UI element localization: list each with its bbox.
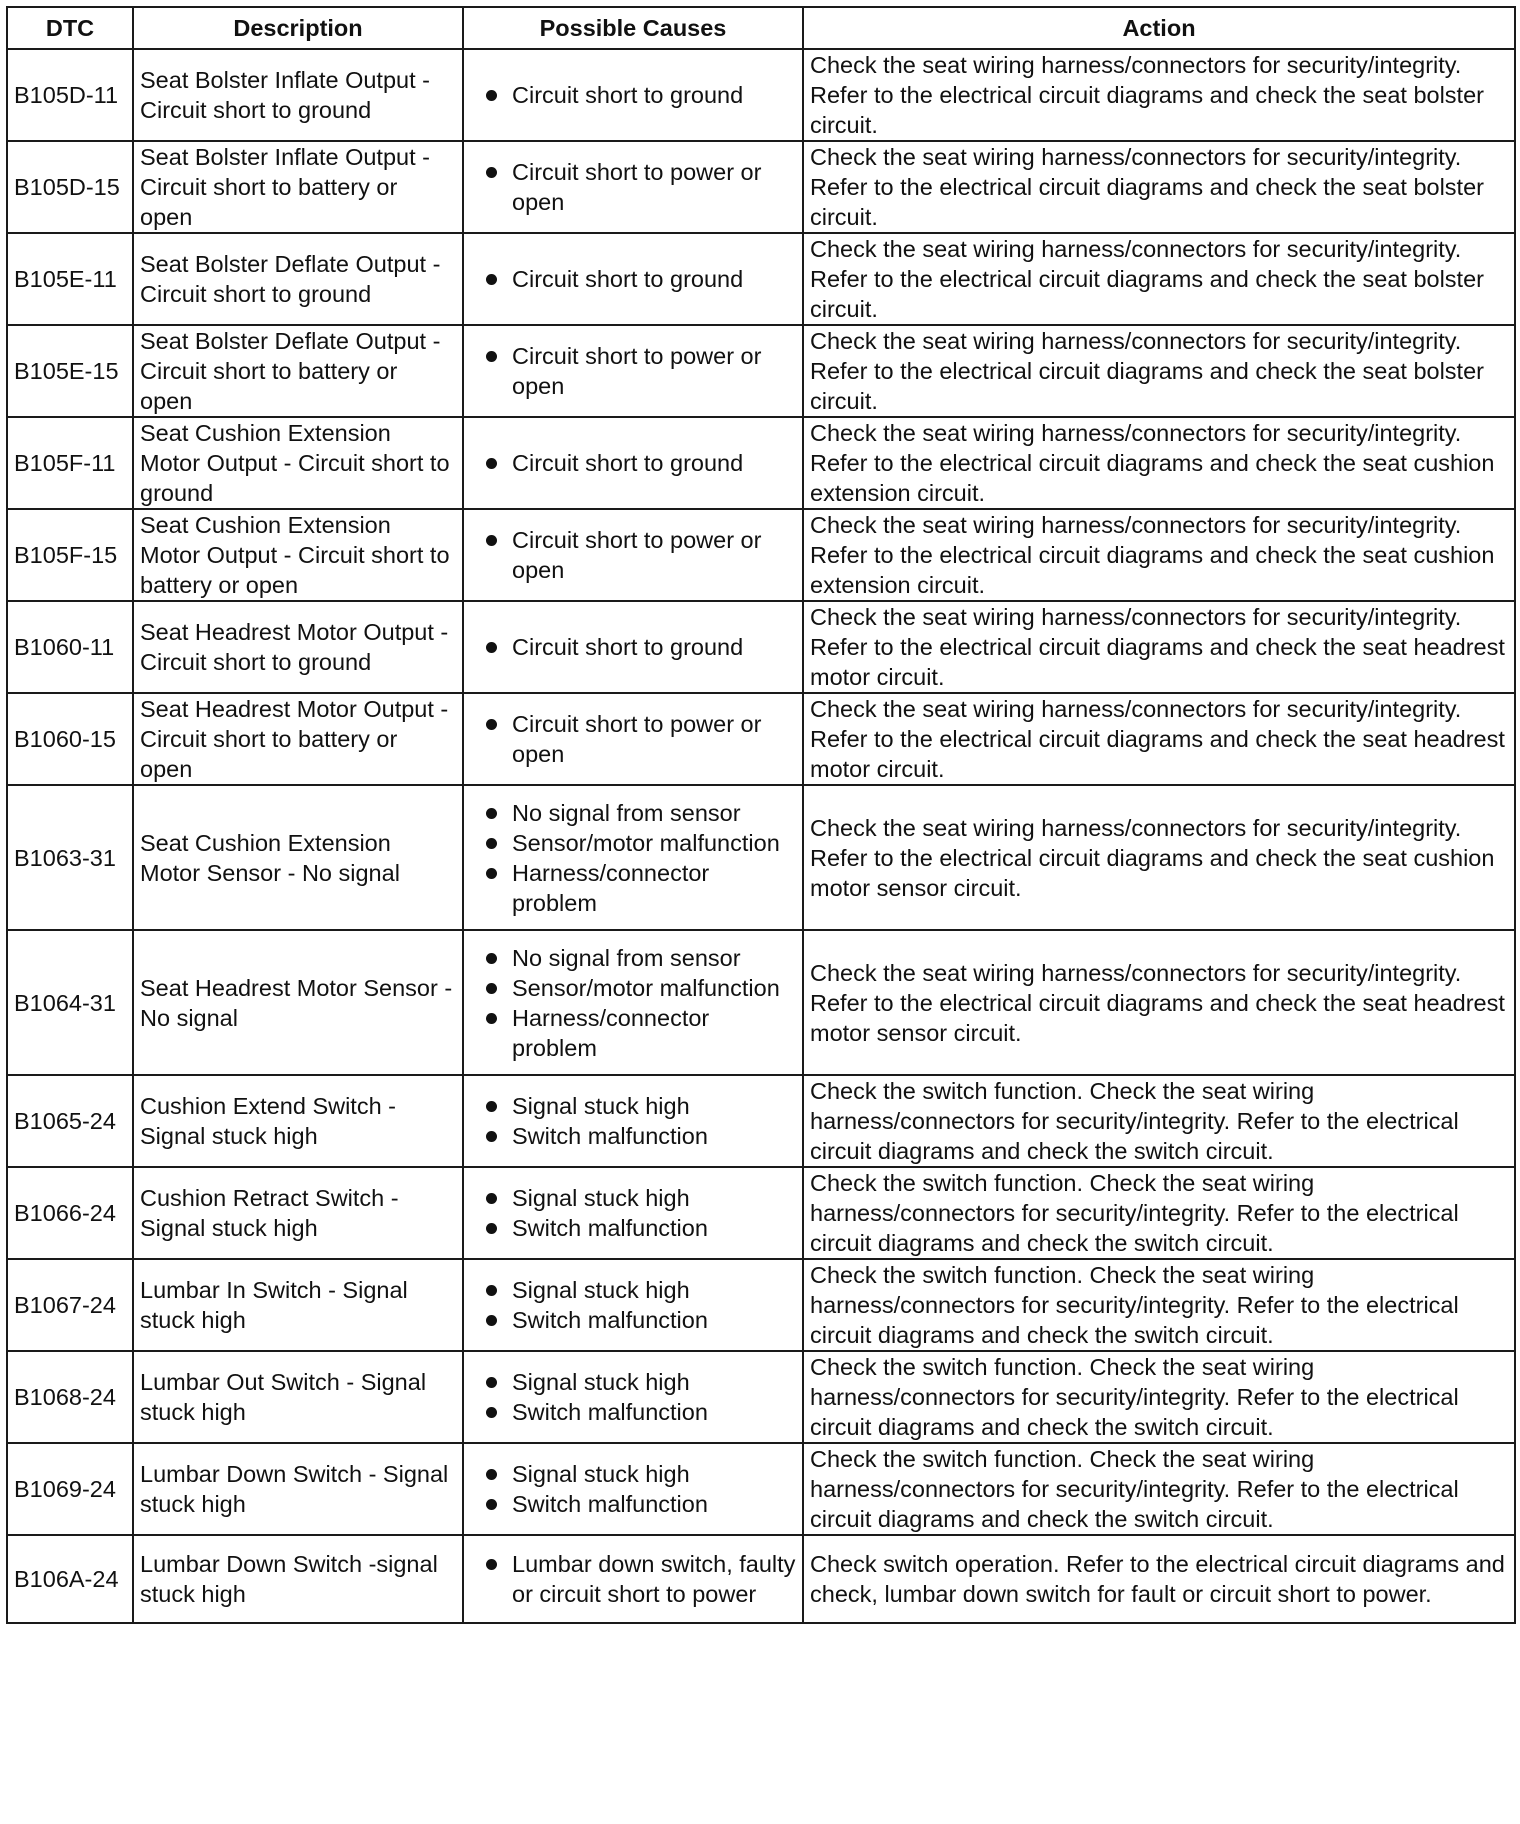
possible-cause-item: Harness/connector problem [470, 1003, 796, 1063]
dtc-action: Check switch operation. Refer to the electrical circuit diagrams and check, lumbar down switch for fault or circuit short to power. [803, 1535, 1515, 1623]
dtc-action: Check the seat wiring harness/connectors for security/integrity. Refer to the electrical circuit diagrams and check the seat bolster circuit. [803, 141, 1515, 233]
table-row [7, 1075, 1515, 1167]
dtc-action: Check the seat wiring harness/connectors for security/integrity. Refer to the electrical circuit diagrams and check the seat bolster circuit. [803, 233, 1515, 325]
possible-causes-cell [463, 233, 803, 325]
table-row [7, 1259, 1515, 1351]
possible-causes-list [470, 448, 796, 478]
dtc-description: Seat Cushion Extension Motor Output - Circuit short to battery or open [133, 509, 463, 601]
possible-causes-cell [463, 1535, 803, 1623]
dtc-code: B1069-24 [7, 1443, 133, 1535]
dtc-action: Check the switch function. Check the seat wiring harness/connectors for security/integrity. Refer to the electrical circuit diagrams and check the switch circuit. [803, 1075, 1515, 1167]
possible-causes-cell [463, 693, 803, 785]
dtc-code: B1063-31 [7, 785, 133, 930]
possible-cause-item: Signal stuck high [470, 1459, 796, 1489]
table-row [7, 693, 1515, 785]
dtc-description: Seat Bolster Inflate Output - Circuit short to ground [133, 49, 463, 141]
possible-causes-list [470, 157, 796, 217]
possible-cause-item: Circuit short to ground [470, 264, 796, 294]
table-row [7, 233, 1515, 325]
dtc-code: B1064-31 [7, 930, 133, 1075]
possible-cause-item: Harness/connector problem [470, 858, 796, 918]
possible-cause-item: Switch malfunction [470, 1489, 796, 1519]
possible-causes-list [470, 80, 796, 110]
dtc-code: B1068-24 [7, 1351, 133, 1443]
possible-cause-item: Signal stuck high [470, 1275, 796, 1305]
dtc-action: Check the seat wiring harness/connectors for security/integrity. Refer to the electrical circuit diagrams and check the seat headrest motor circuit. [803, 601, 1515, 693]
dtc-description: Seat Bolster Deflate Output - Circuit short to ground [133, 233, 463, 325]
dtc-action: Check the seat wiring harness/connectors for security/integrity. Refer to the electrical circuit diagrams and check the seat cushion extension circuit. [803, 417, 1515, 509]
dtc-table [6, 6, 1516, 1624]
possible-cause-item: Circuit short to power or open [470, 525, 796, 585]
dtc-action: Check the switch function. Check the seat wiring harness/connectors for security/integrity. Refer to the electrical circuit diagrams and check the switch circuit. [803, 1443, 1515, 1535]
table-row [7, 141, 1515, 233]
dtc-code: B1066-24 [7, 1167, 133, 1259]
dtc-code: B105D-15 [7, 141, 133, 233]
possible-causes-list [470, 709, 796, 769]
possible-cause-item: No signal from sensor [470, 798, 796, 828]
dtc-action: Check the seat wiring harness/connectors for security/integrity. Refer to the electrical circuit diagrams and check the seat headrest motor sensor circuit. [803, 930, 1515, 1075]
possible-causes-cell [463, 49, 803, 141]
dtc-description: Seat Cushion Extension Motor Output - Circuit short to ground [133, 417, 463, 509]
possible-causes-cell [463, 1351, 803, 1443]
possible-causes-list [470, 525, 796, 585]
possible-cause-item: Switch malfunction [470, 1397, 796, 1427]
table-row [7, 1167, 1515, 1259]
possible-cause-item: Switch malfunction [470, 1121, 796, 1151]
header-row [7, 7, 1515, 49]
possible-cause-item: No signal from sensor [470, 943, 796, 973]
dtc-code: B1060-15 [7, 693, 133, 785]
possible-causes-list [470, 798, 796, 918]
dtc-code: B105F-11 [7, 417, 133, 509]
possible-causes-list [470, 1459, 796, 1519]
dtc-code: B105E-15 [7, 325, 133, 417]
table-row [7, 325, 1515, 417]
table-row [7, 417, 1515, 509]
possible-cause-item: Lumbar down switch, faulty or circuit short to power [470, 1549, 796, 1609]
header-possible-causes: Possible Causes [463, 7, 803, 49]
possible-causes-list [470, 1091, 796, 1151]
dtc-description: Seat Headrest Motor Output - Circuit short to battery or open [133, 693, 463, 785]
dtc-description: Lumbar Out Switch - Signal stuck high [133, 1351, 463, 1443]
possible-cause-item: Switch malfunction [470, 1305, 796, 1335]
dtc-description: Seat Bolster Deflate Output - Circuit short to battery or open [133, 325, 463, 417]
possible-causes-cell [463, 1167, 803, 1259]
possible-cause-item: Circuit short to ground [470, 448, 796, 478]
possible-causes-list [470, 341, 796, 401]
possible-cause-item: Signal stuck high [470, 1183, 796, 1213]
table-body [7, 49, 1515, 1623]
possible-causes-cell [463, 141, 803, 233]
dtc-code: B1067-24 [7, 1259, 133, 1351]
table-row [7, 930, 1515, 1075]
possible-causes-list [470, 264, 796, 294]
possible-cause-item: Circuit short to power or open [470, 709, 796, 769]
header-action: Action [803, 7, 1515, 49]
table-row [7, 509, 1515, 601]
dtc-action: Check the seat wiring harness/connectors for security/integrity. Refer to the electrical circuit diagrams and check the seat headrest motor circuit. [803, 693, 1515, 785]
dtc-description: Lumbar In Switch - Signal stuck high [133, 1259, 463, 1351]
possible-causes-cell [463, 417, 803, 509]
header-description: Description [133, 7, 463, 49]
dtc-description: Lumbar Down Switch - Signal stuck high [133, 1443, 463, 1535]
possible-cause-item: Signal stuck high [470, 1367, 796, 1397]
table-row [7, 785, 1515, 930]
dtc-action: Check the seat wiring harness/connectors for security/integrity. Refer to the electrical circuit diagrams and check the seat bolster circuit. [803, 49, 1515, 141]
possible-causes-cell [463, 785, 803, 930]
table-row [7, 1535, 1515, 1623]
possible-causes-list [470, 1367, 796, 1427]
possible-causes-cell [463, 601, 803, 693]
possible-causes-cell [463, 1443, 803, 1535]
dtc-code: B106A-24 [7, 1535, 133, 1623]
dtc-code: B105D-11 [7, 49, 133, 141]
table-row [7, 1443, 1515, 1535]
dtc-action: Check the switch function. Check the seat wiring harness/connectors for security/integrity. Refer to the electrical circuit diagrams and check the switch circuit. [803, 1351, 1515, 1443]
possible-cause-item: Sensor/motor malfunction [470, 973, 796, 1003]
possible-causes-list [470, 1183, 796, 1243]
possible-cause-item: Circuit short to ground [470, 80, 796, 110]
dtc-description: Seat Headrest Motor Output - Circuit short to ground [133, 601, 463, 693]
dtc-code: B1065-24 [7, 1075, 133, 1167]
dtc-description: Lumbar Down Switch -signal stuck high [133, 1535, 463, 1623]
dtc-description: Cushion Extend Switch - Signal stuck high [133, 1075, 463, 1167]
table-row [7, 601, 1515, 693]
table-row [7, 1351, 1515, 1443]
dtc-action: Check the switch function. Check the seat wiring harness/connectors for security/integrity. Refer to the electrical circuit diagrams and check the switch circuit. [803, 1167, 1515, 1259]
table-row [7, 49, 1515, 141]
possible-causes-list [470, 1549, 796, 1609]
possible-causes-cell [463, 325, 803, 417]
dtc-description: Seat Headrest Motor Sensor - No signal [133, 930, 463, 1075]
possible-causes-cell [463, 930, 803, 1075]
dtc-action: Check the seat wiring harness/connectors for security/integrity. Refer to the electrical circuit diagrams and check the seat cushion motor sensor circuit. [803, 785, 1515, 930]
possible-cause-item: Circuit short to ground [470, 632, 796, 662]
possible-cause-item: Sensor/motor malfunction [470, 828, 796, 858]
dtc-code: B1060-11 [7, 601, 133, 693]
dtc-action: Check the seat wiring harness/connectors for security/integrity. Refer to the electrical circuit diagrams and check the seat bolster circuit. [803, 325, 1515, 417]
dtc-action: Check the seat wiring harness/connectors for security/integrity. Refer to the electrical circuit diagrams and check the seat cushion extension circuit. [803, 509, 1515, 601]
possible-causes-list [470, 943, 796, 1063]
dtc-description: Seat Cushion Extension Motor Sensor - No signal [133, 785, 463, 930]
possible-cause-item: Circuit short to power or open [470, 157, 796, 217]
dtc-description: Cushion Retract Switch - Signal stuck high [133, 1167, 463, 1259]
possible-causes-list [470, 632, 796, 662]
dtc-description: Seat Bolster Inflate Output - Circuit short to battery or open [133, 141, 463, 233]
possible-causes-cell [463, 509, 803, 601]
possible-cause-item: Switch malfunction [470, 1213, 796, 1243]
possible-cause-item: Circuit short to power or open [470, 341, 796, 401]
dtc-code: B105F-15 [7, 509, 133, 601]
possible-causes-cell [463, 1075, 803, 1167]
possible-causes-cell [463, 1259, 803, 1351]
header-dtc: DTC [7, 7, 133, 49]
dtc-action: Check the switch function. Check the seat wiring harness/connectors for security/integrity. Refer to the electrical circuit diagrams and check the switch circuit. [803, 1259, 1515, 1351]
possible-causes-list [470, 1275, 796, 1335]
dtc-code: B105E-11 [7, 233, 133, 325]
possible-cause-item: Signal stuck high [470, 1091, 796, 1121]
